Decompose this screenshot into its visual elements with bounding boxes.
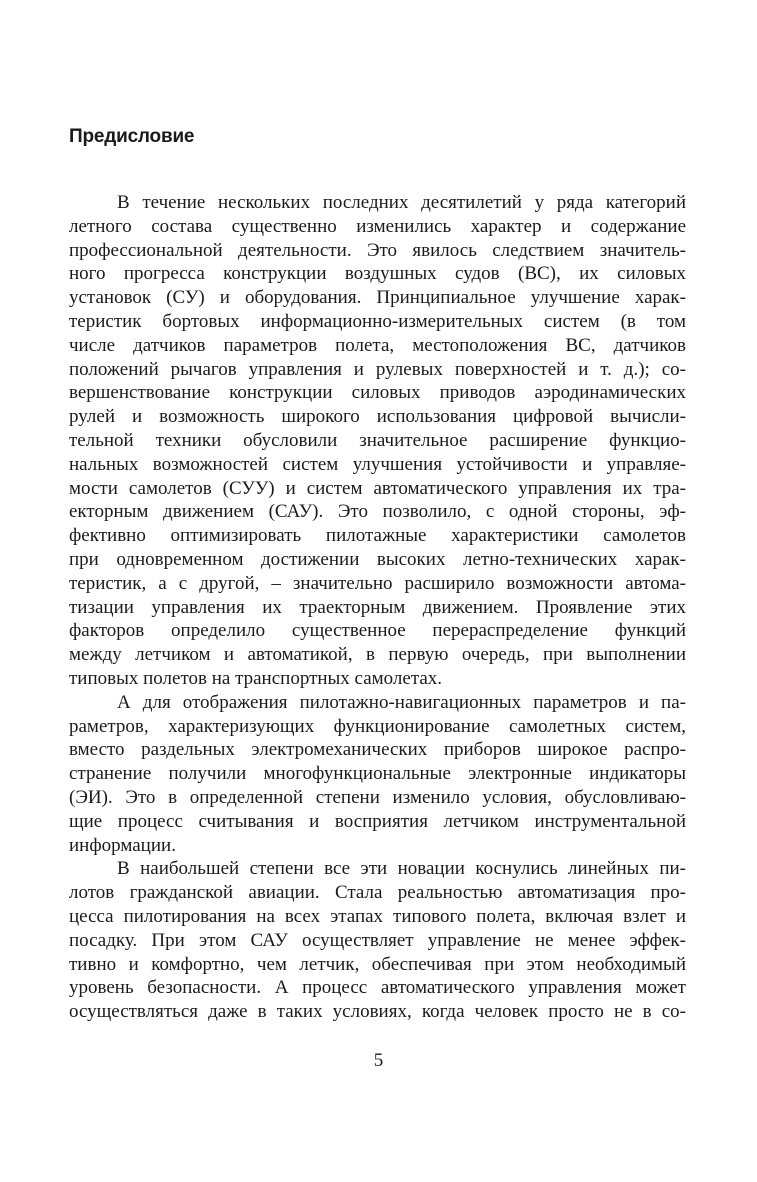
text-line: екторным движением (САУ). Это позволило, с одной стороны, эф- <box>69 501 686 523</box>
text-line: типовых полетов на транспортных самолетах. <box>69 667 443 689</box>
text-line: положений рычагов управления и рулевых поверхностей и т. д.); со- <box>69 358 686 380</box>
text-line: (ЭИ). Это в определенной степени изменило условия, обусловливаю- <box>69 786 686 808</box>
text-line: ного прогресса конструкции воздушных судов (ВС), их силовых <box>69 263 686 285</box>
text-line: тельной техники обусловили значительное расширение функцио- <box>69 429 686 451</box>
text-line: щие процесс считывания и восприятия летчиком инструментальной <box>69 810 686 832</box>
text-line: лотов гражданской авиации. Стала реальностью автоматизация про- <box>69 882 686 904</box>
text-line: осуществляться даже в таких условиях, когда человек просто не в со- <box>69 1001 686 1023</box>
text-line: рулей и возможность широкого использования цифровой вычисли- <box>69 406 686 428</box>
text-line: тивно и комфортно, чем летчик, обеспечивая при этом необходимый <box>69 953 686 975</box>
text-line: странение получили многофункциональные электронные индикаторы <box>69 763 686 785</box>
text-line: уровень безопасности. А процесс автоматического управления может <box>69 977 686 999</box>
text-line: посадку. При этом САУ осуществляет управление не менее эффек- <box>69 929 686 951</box>
page-number: 5 <box>373 1050 384 1071</box>
text-line: раметров, характеризующих функционирование самолетных систем, <box>69 715 686 737</box>
text-line: нальных возможностей систем улучшения устойчивости и управляе- <box>69 453 686 475</box>
text-line: вершенствование конструкции силовых приводов аэродинамических <box>69 382 686 404</box>
section-heading: Предисловие <box>69 126 195 147</box>
text-line: числе датчиков параметров полета, местоположения ВС, датчиков <box>69 334 686 356</box>
text-line: теристик бортовых информационно-измерительных систем (в том <box>69 310 686 332</box>
text-line: А для отображения пилотажно-навигационных параметров и па- <box>117 691 686 713</box>
text-line: установок (СУ) и оборудования. Принципиальное улучшение харак- <box>69 287 686 309</box>
body-text <box>69 191 686 1024</box>
text-line: вместо раздельных электромеханических приборов широкое распро- <box>69 739 686 761</box>
text-line: летного состава существенно изменились характер и содержание <box>69 215 686 237</box>
text-line: В наибольшей степени все эти новации коснулись линейных пи- <box>117 858 686 880</box>
text-line: фективно оптимизировать пилотажные характеристики самолетов <box>69 525 686 547</box>
text-line: цесса пилотирования на всех этапах типового полета, включая взлет и <box>69 905 686 927</box>
text-line: между летчиком и автоматикой, в первую очередь, при выполнении <box>69 644 686 666</box>
text-line: информации. <box>69 834 176 856</box>
text-line: В течение нескольких последних десятилетий у ряда категорий <box>117 192 686 213</box>
text-line: тизации управления их траекторным движением. Проявление этих <box>69 596 686 618</box>
text-line: факторов определило существенное перераспределение функций <box>69 620 686 642</box>
text-line: теристик, а с другой, – значительно расширило возможности автома- <box>69 572 686 594</box>
text-line: при одновременном достижении высоких летно-технических харак- <box>69 548 686 570</box>
text-line: мости самолетов (СУУ) и систем автоматического управления их тра- <box>69 477 686 499</box>
text-line: профессиональной деятельности. Это явилось следствием значитель- <box>69 239 686 261</box>
